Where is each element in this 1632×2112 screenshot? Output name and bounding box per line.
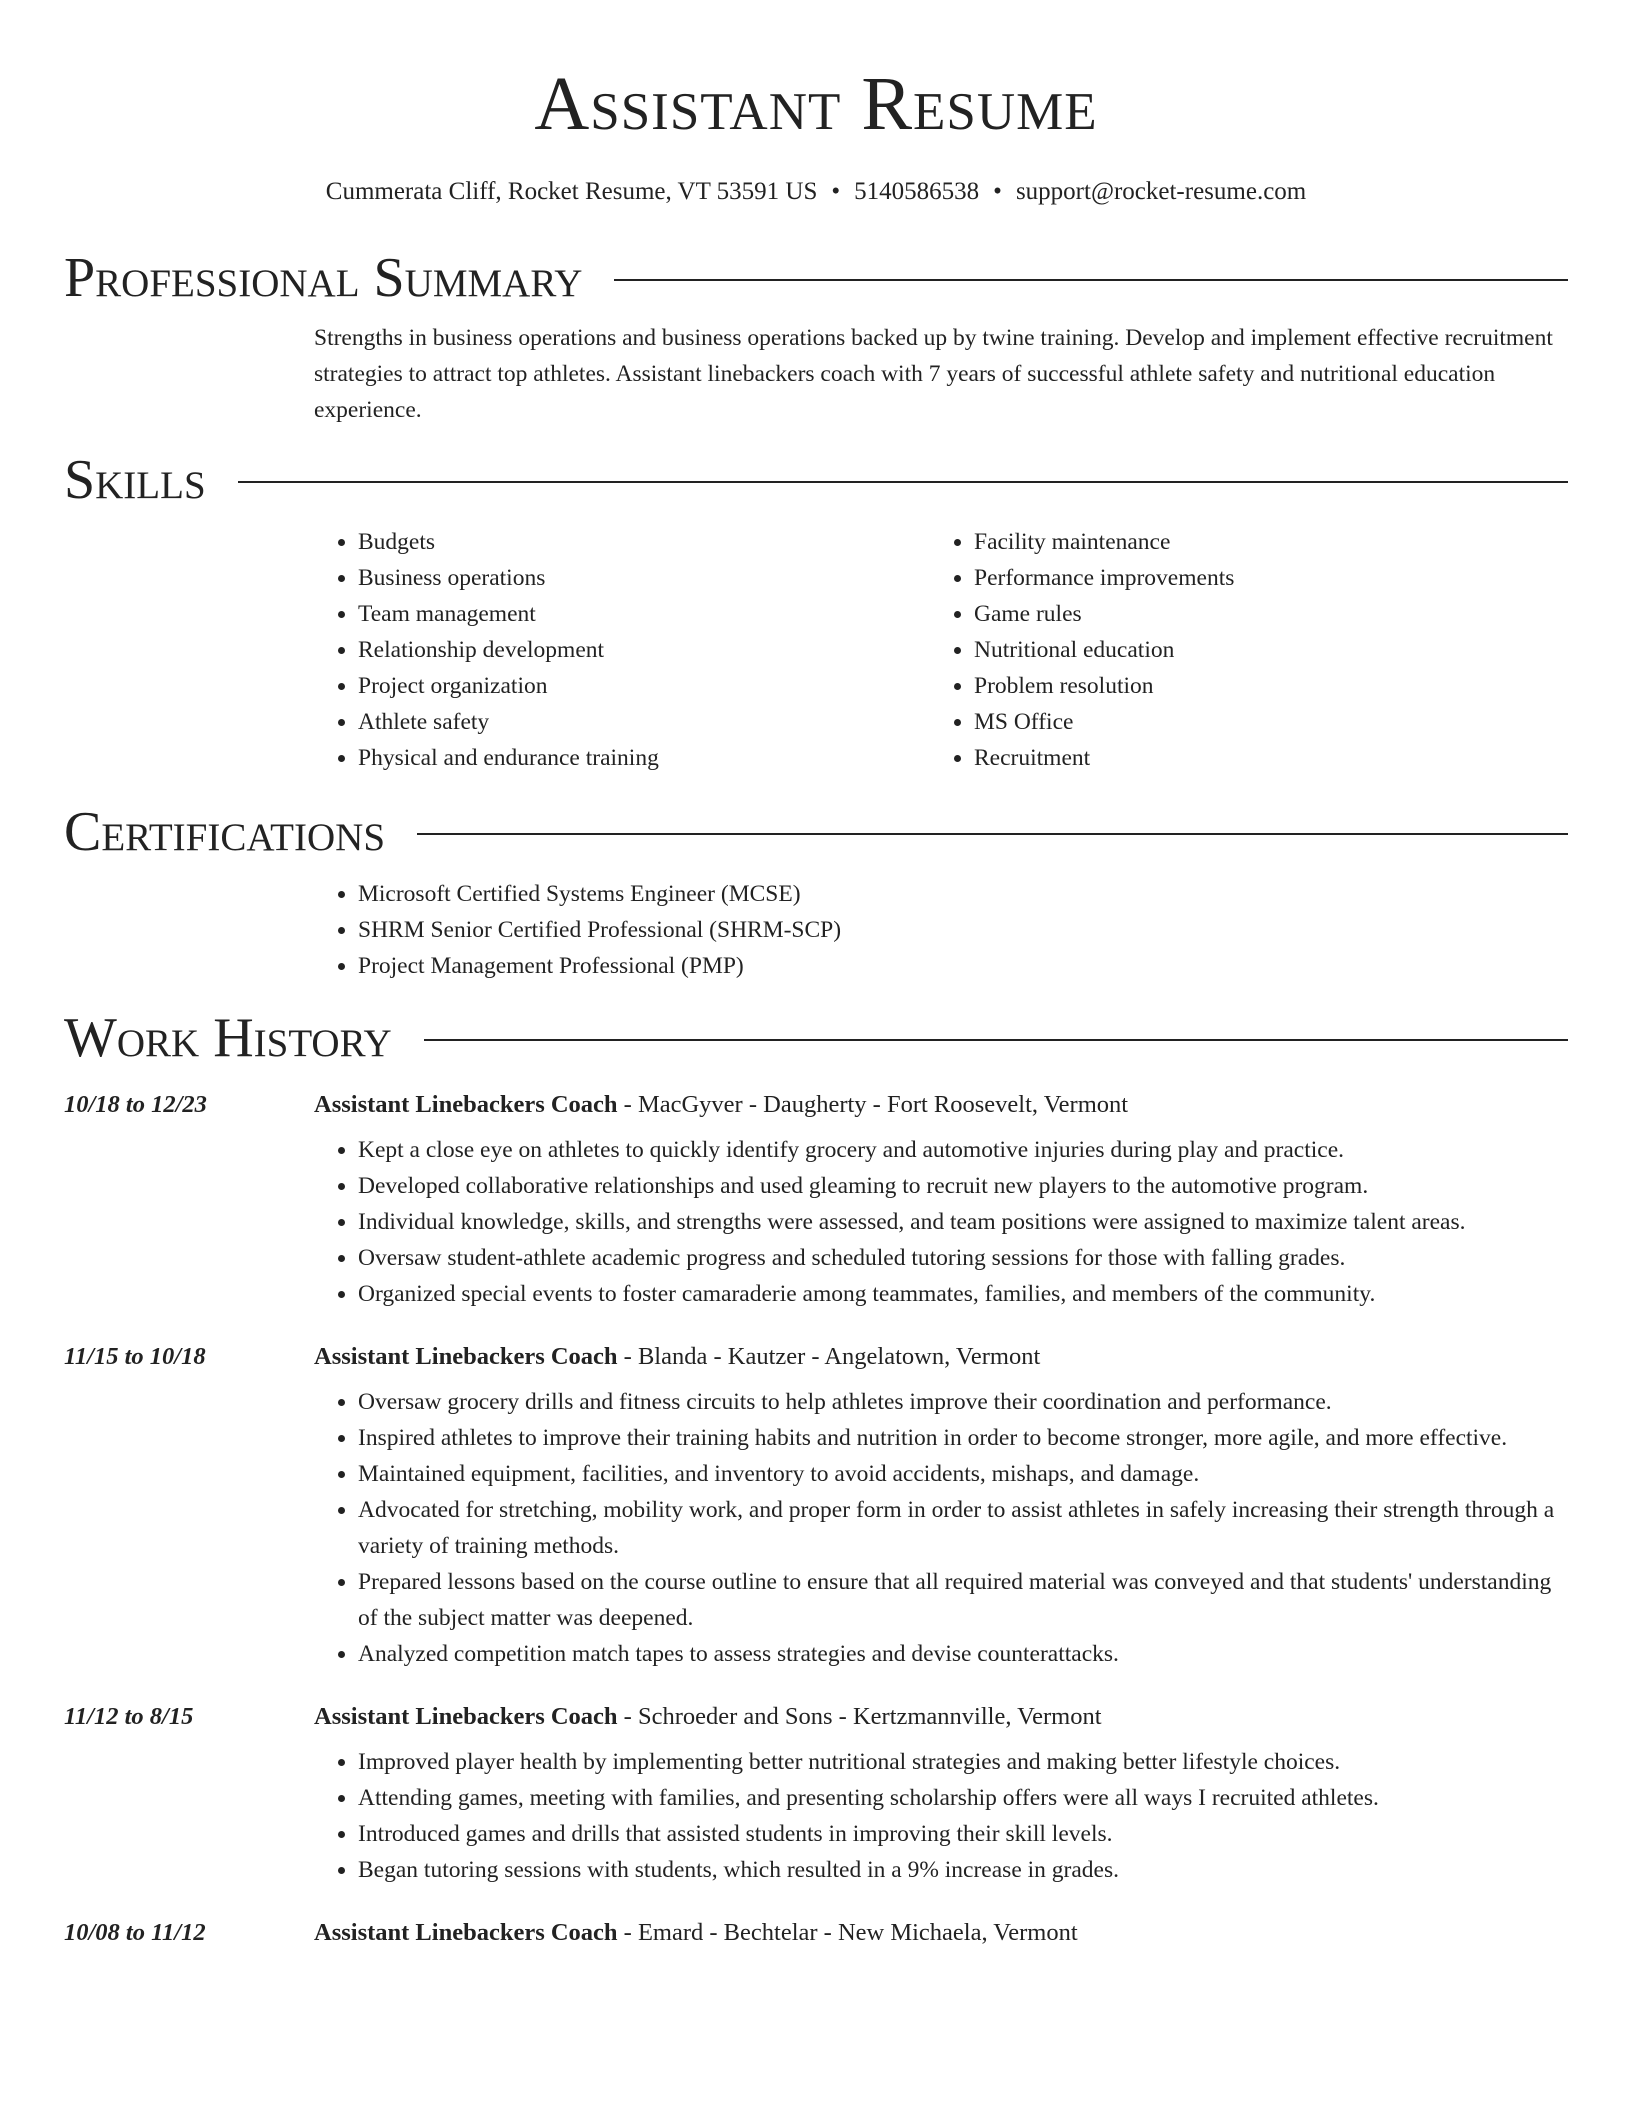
job-responsibilities [314, 1132, 1568, 1312]
job-title: Assistant Linebackers Coach [314, 1091, 618, 1118]
job-dates: 10/08 to 11/12 [64, 1919, 206, 1946]
skill-item: • Game rules [974, 596, 1546, 632]
job-bullet: • Advocated for stretching, mobility work, and proper form in order to assist athletes in safely increasing their strength through a variety of training methods. [358, 1492, 1568, 1564]
job-bullet: • Improved player health by implementing better nutritional strategies and making better lifestyle choices. [358, 1744, 1568, 1780]
job-bullet: • Began tutoring sessions with students, which resulted in a 9% increase in grades. [358, 1852, 1568, 1888]
job-heading [314, 1700, 1102, 1734]
job-bullet: • Attending games, meeting with families, and presenting scholarship offers were all ways I recruited athletes. [358, 1780, 1568, 1816]
job-title: Assistant Linebackers Coach [314, 1703, 618, 1730]
job-heading [314, 1340, 1040, 1374]
skills-section-header [64, 448, 1568, 512]
job-bullet: • Prepared lessons based on the course outline to ensure that all required material was conveyed and that students' understanding of the subject matter was deepened. [358, 1564, 1568, 1636]
skill-item: • Business operations [358, 560, 930, 596]
job-heading [314, 1088, 1128, 1122]
contact-separator: • [993, 178, 1002, 205]
certifications-section-header [64, 800, 1568, 864]
skill-item: • Recruitment [974, 740, 1546, 776]
job-bullet: • Developed collaborative relationships and used gleaming to recruit new players to the automotive program. [358, 1168, 1568, 1204]
job-bullet: • Organized special events to foster camaraderie among teammates, families, and members of the community. [358, 1276, 1568, 1312]
job-employer: - MacGyver - Daugherty - Fort Roosevelt, Vermont [617, 1091, 1129, 1118]
job-dates: 11/12 to 8/15 [64, 1703, 194, 1730]
skill-item: • Facility maintenance [974, 524, 1546, 560]
certification-item: • SHRM Senior Certified Professional (SHRM-SCP) [358, 912, 1568, 948]
job-responsibilities [314, 1384, 1568, 1672]
certification-item: • Project Management Professional (PMP) [358, 948, 1568, 984]
job-bullet: • Oversaw grocery drills and fitness circuits to help athletes improve their coordination and performance. [358, 1384, 1568, 1420]
job-responsibilities [314, 1744, 1568, 1888]
job-bullet: • Individual knowledge, skills, and strengths were assessed, and team positions were assigned to maximize talent areas. [358, 1204, 1568, 1240]
skill-item: • Problem resolution [974, 668, 1546, 704]
job-bullet: • Maintained equipment, facilities, and inventory to avoid accidents, mishaps, and damage. [358, 1456, 1568, 1492]
job-title: Assistant Linebackers Coach [314, 1919, 618, 1946]
summary-text: Strengths in business operations and business operations backed up by twine training. Develop and implement effective recruitment strategies to attract top athletes. Assistant linebackers coach with 7 years of successful athlete safety and nutritional education experience. [314, 325, 1553, 423]
section-divider [417, 833, 1568, 835]
work-history-section-header [64, 1006, 1568, 1070]
skill-item: • Nutritional education [974, 632, 1546, 668]
job-bullet: • Kept a close eye on athletes to quickly identify grocery and automotive injuries during play and practice. [358, 1132, 1568, 1168]
contact-address: Cummerata Cliff, Rocket Resume, VT 53591 US [325, 178, 818, 205]
job-employer: - Emard - Bechtelar - New Michaela, Vermont [617, 1919, 1078, 1946]
work-history-section-title: Work History [64, 1007, 392, 1069]
job-header [64, 1916, 1568, 1950]
skills-column-left [314, 524, 930, 776]
summary-section-header [64, 246, 1568, 310]
skills-list [314, 524, 1568, 776]
summary-section-title: Professional Summary [64, 247, 583, 309]
job-entry [64, 1088, 1568, 1312]
resume-name: Assistant Resume [534, 62, 1098, 146]
skill-item: • Team management [358, 596, 930, 632]
section-divider [238, 481, 1568, 483]
job-title: Assistant Linebackers Coach [314, 1343, 618, 1370]
job-employer: - Blanda - Kautzer - Angelatown, Vermont [617, 1343, 1041, 1370]
skills-section-title: Skills [64, 449, 206, 511]
job-header [64, 1700, 1568, 1734]
skill-item: • MS Office [974, 704, 1546, 740]
skill-item: • Performance improvements [974, 560, 1546, 596]
job-bullet: • Analyzed competition match tapes to assess strategies and devise counterattacks. [358, 1636, 1568, 1672]
job-dates: 11/15 to 10/18 [64, 1343, 206, 1370]
skill-item: • Relationship development [358, 632, 930, 668]
skills-column-right [930, 524, 1546, 776]
section-divider [424, 1039, 1568, 1041]
job-dates: 10/18 to 12/23 [64, 1091, 207, 1118]
contact-line [64, 176, 1568, 208]
section-divider [614, 279, 1568, 281]
job-employer: - Schroeder and Sons - Kertzmannville, Vermont [617, 1703, 1102, 1730]
certifications-section-title: Certifications [64, 801, 386, 863]
skill-item: • Physical and endurance training [358, 740, 930, 776]
job-bullet: • Introduced games and drills that assisted students in improving their skill levels. [358, 1816, 1568, 1852]
job-bullet: • Oversaw student-athlete academic progress and scheduled tutoring sessions for those with falling grades. [358, 1240, 1568, 1276]
skill-item: • Project organization [358, 668, 930, 704]
skill-item: • Budgets [358, 524, 930, 560]
contact-email: support@rocket-resume.com [1015, 178, 1307, 205]
contact-separator: • [831, 178, 841, 205]
job-header [64, 1088, 1568, 1122]
certification-item: • Microsoft Certified Systems Engineer (MCSE) [358, 876, 1568, 912]
job-bullet: • Inspired athletes to improve their training habits and nutrition in order to become stronger, more agile, and more effective. [358, 1420, 1568, 1456]
skill-item: • Athlete safety [358, 704, 930, 740]
job-entry [64, 1340, 1568, 1672]
job-header [64, 1340, 1568, 1374]
contact-phone: 5140586538 [854, 178, 980, 205]
job-heading [314, 1916, 1078, 1950]
job-entry [64, 1916, 1568, 1950]
job-entry [64, 1700, 1568, 1888]
certifications-list [314, 876, 1568, 984]
